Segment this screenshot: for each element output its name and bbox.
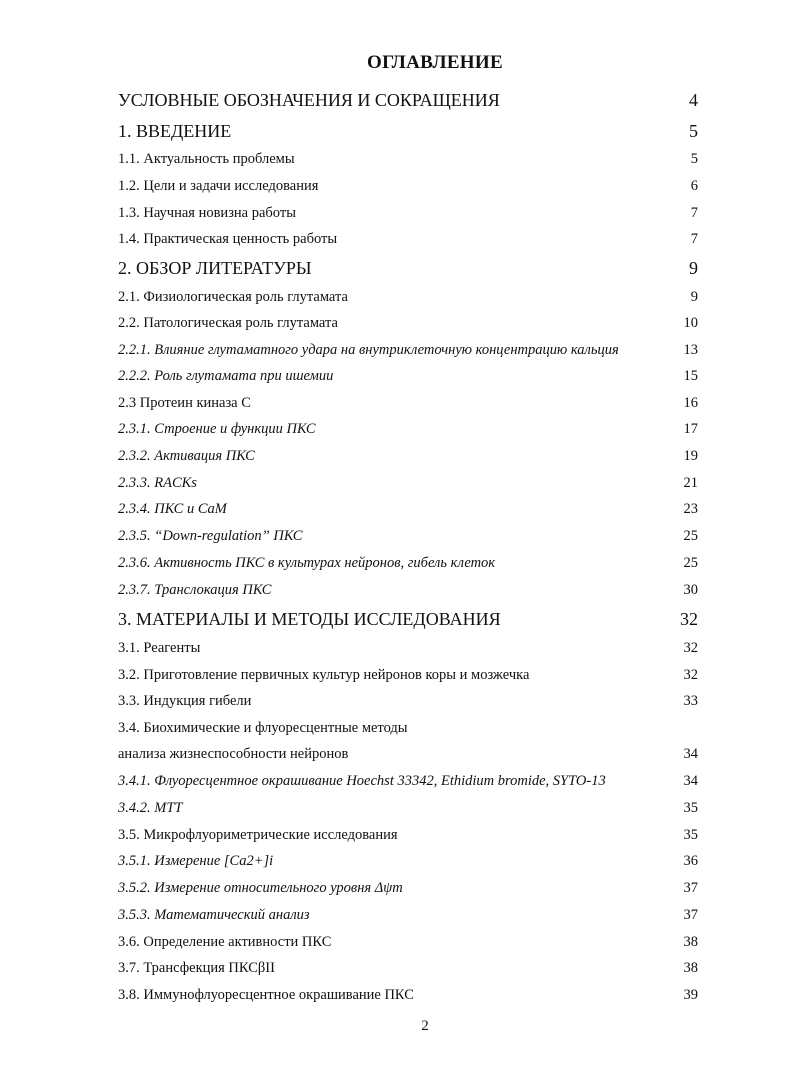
toc-entry-label: 2.2.2. Роль глутамата при ишемии xyxy=(118,368,334,384)
toc-entry-label: 2.3.3. RACKs xyxy=(118,475,197,491)
toc-entry-page: 5 xyxy=(689,121,698,141)
toc-entry-label: 3.4.1. Флуоресцентное окрашивание Hoechst 33342, Ethidium bromide, SYTO-13 xyxy=(118,773,606,789)
toc-entry-label: 2.2. Патологическая роль глутамата xyxy=(118,315,338,331)
toc-entry xyxy=(118,853,698,875)
toc-entry xyxy=(118,555,698,577)
toc-entry xyxy=(118,231,698,253)
toc-entry-page: 34 xyxy=(683,746,698,762)
toc-entry-label: 3.6. Определение активности ПКС xyxy=(118,934,332,950)
toc-entry xyxy=(118,907,698,929)
toc-entry-page: 6 xyxy=(690,178,698,194)
toc-entry-label: 3.7. Трансфекция ПКСβII xyxy=(118,960,275,976)
toc-entry-page: 37 xyxy=(683,880,698,896)
toc-entry-label: 3.5.2. Измерение относительного уровня Δψm xyxy=(118,880,403,896)
toc-entry-page: 15 xyxy=(683,368,698,384)
toc-entry xyxy=(118,720,698,742)
toc-entry xyxy=(118,609,698,631)
toc-entry-label: 3.2. Приготовление первичных культур нейронов коры и мозжечка xyxy=(118,667,530,683)
toc-entry xyxy=(118,178,698,200)
toc-entry-page: 39 xyxy=(683,987,698,1003)
toc-entry-label: 3.3. Индукция гибели xyxy=(118,693,252,709)
toc-entry-label: 1.2. Цели и задачи исследования xyxy=(118,178,319,194)
toc-entry-label: УСЛОВНЫЕ ОБОЗНАЧЕНИЯ И СОКРАЩЕНИЯ xyxy=(118,90,500,110)
toc-entry xyxy=(118,987,698,1009)
toc-entry xyxy=(118,368,698,390)
toc-entry-page: 10 xyxy=(683,315,698,331)
toc-entry-label: 3.8. Иммунофлуоресцентное окрашивание ПКС xyxy=(118,987,414,1003)
toc-entry-label: 3. МАТЕРИАЛЫ И МЕТОДЫ ИССЛЕДОВАНИЯ xyxy=(118,609,501,629)
toc-entry-page: 38 xyxy=(683,960,698,976)
toc-entry-page: 19 xyxy=(683,448,698,464)
toc-entry-page: 16 xyxy=(683,395,698,411)
toc-entry xyxy=(118,258,698,280)
toc-entry-page: 34 xyxy=(683,773,698,789)
toc-entry xyxy=(118,475,698,497)
toc-entry-page: 17 xyxy=(683,421,698,437)
toc-entry-label: 3.4. Биохимические и флуоресцентные методы xyxy=(118,720,408,736)
toc-entry-label: 1.3. Научная новизна работы xyxy=(118,205,296,221)
toc-entry-page: 13 xyxy=(683,342,698,358)
toc-entry-page: 38 xyxy=(683,934,698,950)
toc-entry-label: 2.3 Протеин киназа С xyxy=(118,395,251,411)
toc-entry xyxy=(118,448,698,470)
toc-entry-label: 2.3.5. “Down-regulation” ПКС xyxy=(118,528,303,544)
toc-entry-label: 2.3.2. Активация ПКС xyxy=(118,448,255,464)
toc-entry xyxy=(118,746,698,768)
toc-entry-page: 33 xyxy=(683,693,698,709)
toc-entry xyxy=(118,205,698,227)
toc-entry-page: 9 xyxy=(690,289,698,305)
toc-entry-page: 35 xyxy=(683,827,698,843)
toc-entry-page: 32 xyxy=(680,609,698,629)
toc-entry-page: 32 xyxy=(683,667,698,683)
toc-entry-label: 2. ОБЗОР ЛИТЕРАТУРЫ xyxy=(118,258,312,278)
toc-entry-page: 25 xyxy=(683,528,698,544)
toc-entry-page: 4 xyxy=(689,90,698,110)
toc-entry-page: 35 xyxy=(683,800,698,816)
toc-entry-label: 3.5. Микрофлуориметрические исследования xyxy=(118,827,398,843)
toc-entry xyxy=(118,315,698,337)
toc-entry-label: анализа жизнеспособности нейронов xyxy=(118,746,349,762)
toc-entry-page: 37 xyxy=(683,907,698,923)
toc-entry-page: 5 xyxy=(690,151,698,167)
toc-entry-page: 36 xyxy=(683,853,698,869)
toc-entry-label: 1.4. Практическая ценность работы xyxy=(118,231,338,247)
toc-entry-label: 3.5.3. Математический анализ xyxy=(118,907,310,923)
toc-entry xyxy=(118,800,698,822)
toc-entry xyxy=(118,528,698,550)
toc-entry xyxy=(118,395,698,417)
toc-entry xyxy=(118,880,698,902)
toc-entry xyxy=(118,342,698,364)
toc-entry-page: 9 xyxy=(689,258,698,278)
toc-entry xyxy=(118,960,698,982)
toc-entry xyxy=(118,421,698,443)
toc-entry xyxy=(118,773,698,795)
toc-entry xyxy=(118,289,698,311)
toc-entry-label: 2.3.4. ПКС и CaM xyxy=(118,501,227,517)
toc-entry xyxy=(118,501,698,523)
page-title: ОГЛАВЛЕНИЕ xyxy=(367,52,503,73)
toc-entry-page: 7 xyxy=(690,205,698,221)
toc-entry-page: 7 xyxy=(690,231,698,247)
toc-entry xyxy=(118,582,698,604)
toc-entry xyxy=(118,90,698,112)
toc-entry xyxy=(118,151,698,173)
toc-entry-label: 1. ВВЕДЕНИЕ xyxy=(118,121,232,141)
toc-entry-label: 1.1. Актуальность проблемы xyxy=(118,151,295,167)
toc-entry xyxy=(118,667,698,689)
toc-entry xyxy=(118,121,698,143)
toc-entry-label: 2.2.1. Влияние глутаматного удара на внутриклеточную концентрацию кальция xyxy=(118,342,619,358)
toc-entry xyxy=(118,827,698,849)
toc-entry-label: 2.1. Физиологическая роль глутамата xyxy=(118,289,348,305)
toc-entry-page: 25 xyxy=(683,555,698,571)
toc-entry xyxy=(118,640,698,662)
toc-entry-page: 23 xyxy=(683,501,698,517)
toc-entry xyxy=(118,934,698,956)
toc-entry-label: 2.3.6. Активность ПКС в культурах нейронов, гибель клеток xyxy=(118,555,496,571)
toc-entry xyxy=(118,693,698,715)
toc-entry-page: 32 xyxy=(683,640,698,656)
toc-entry-label: 3.5.1. Измерение [Ca2+]i xyxy=(118,853,274,869)
toc-entry-label: 2.3.1. Строение и функции ПКС xyxy=(118,421,316,437)
toc-entry-page: 30 xyxy=(683,582,698,598)
toc-entry-label: 3.1. Реагенты xyxy=(118,640,201,656)
toc-entry-page: 21 xyxy=(683,475,698,491)
toc-entry-label: 2.3.7. Транслокация ПКС xyxy=(118,582,272,598)
toc-entry-label: 3.4.2. MTT xyxy=(118,800,183,816)
page-number: 2 xyxy=(421,1018,429,1034)
